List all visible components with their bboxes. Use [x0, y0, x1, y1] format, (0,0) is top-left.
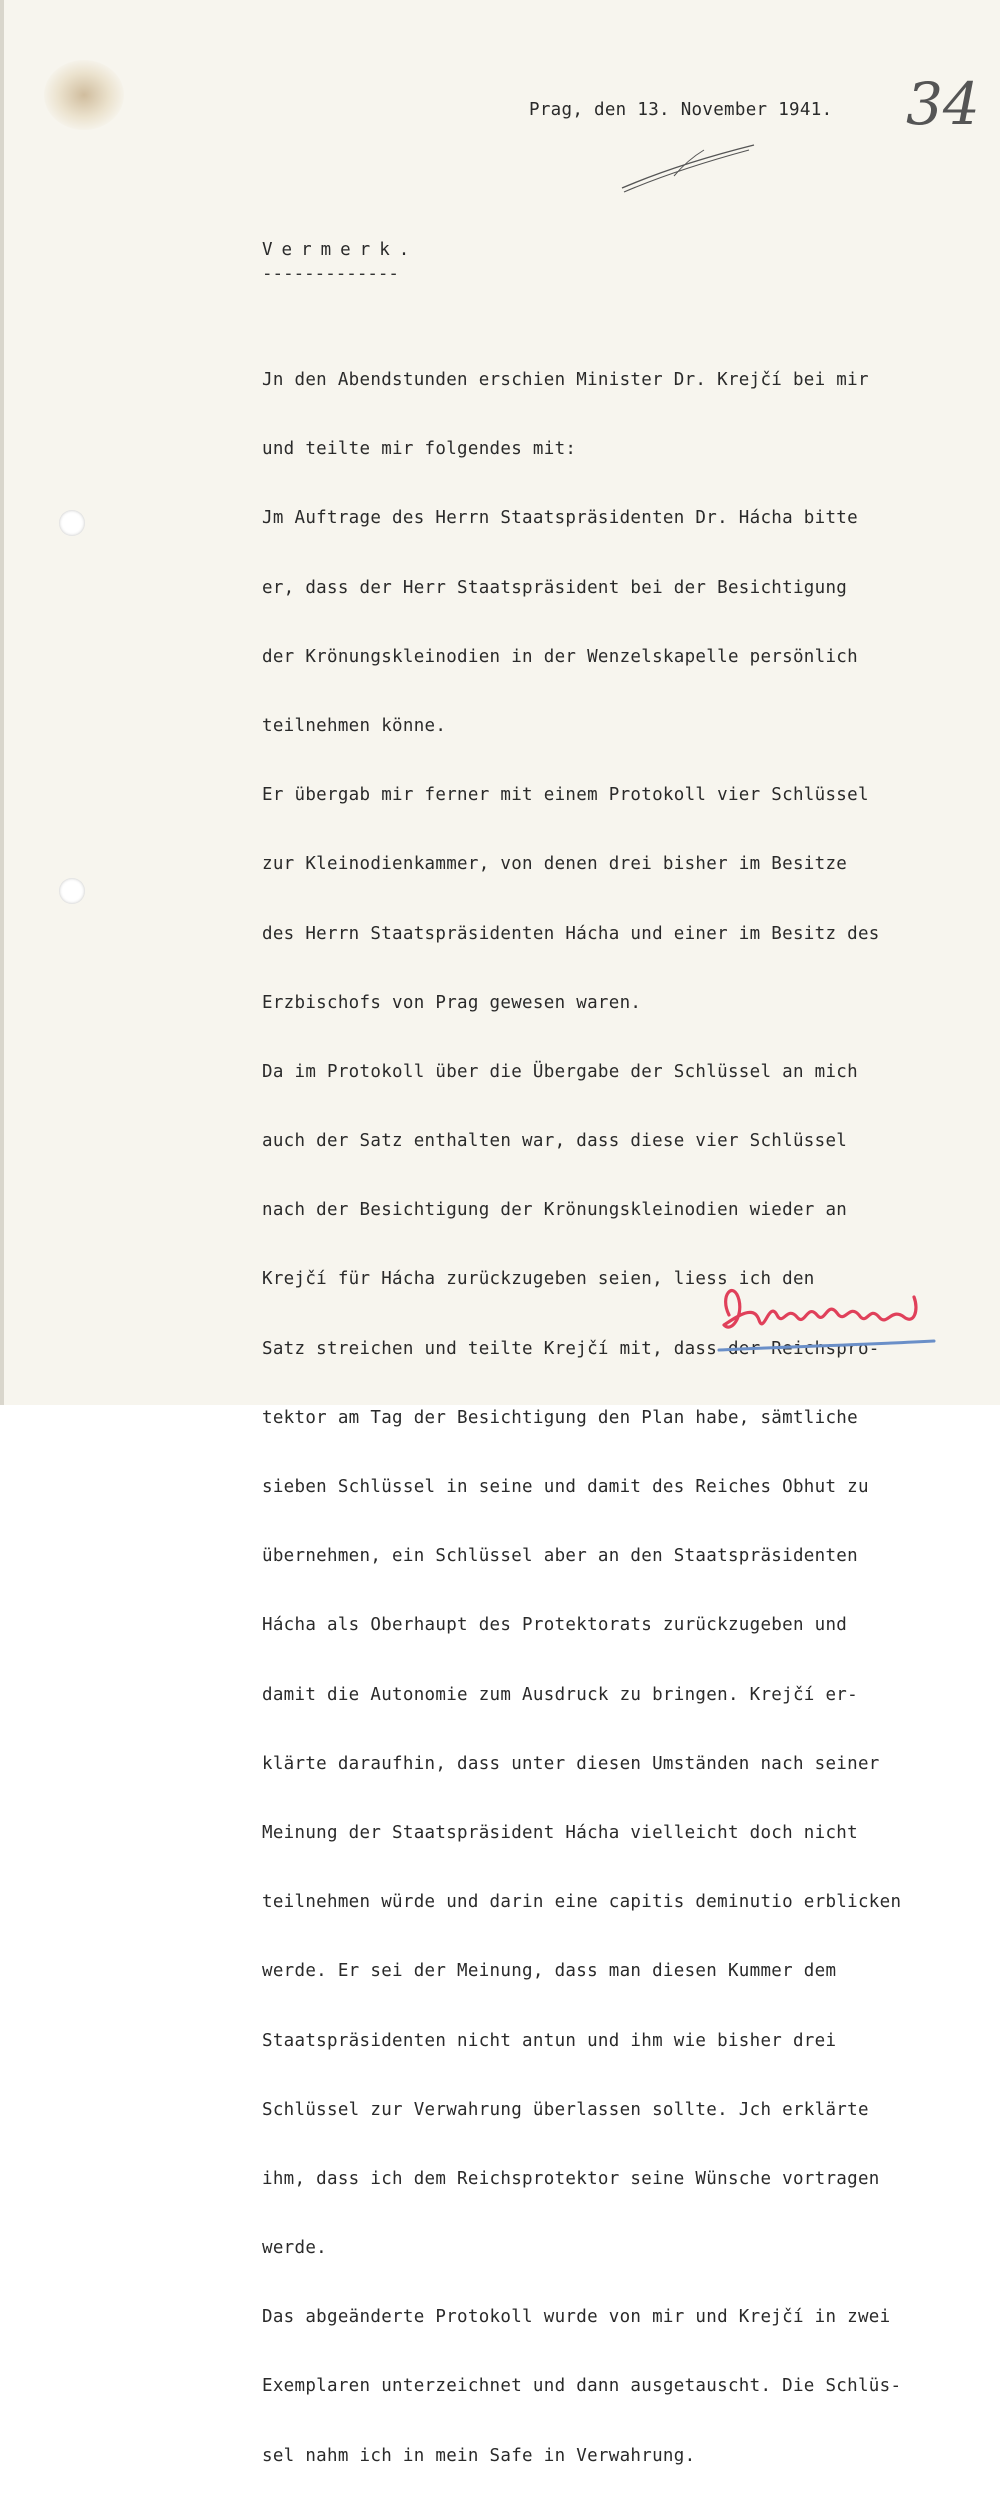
text-line: werde.	[262, 2238, 328, 2259]
text-line: des Herrn Staatspräsidenten Hácha und einer im Besitz des	[262, 923, 880, 944]
text-line: teilnehmen würde und darin eine capitis deminutio erblicken	[262, 1892, 902, 1913]
text-line: ihm, dass ich dem Reichsprotektor seine Wünsche vortragen	[262, 2168, 880, 2189]
text-line: übernehmen, ein Schlüssel aber an den Staatspräsidenten	[262, 1546, 858, 1567]
date-line: Prag, den 13. November 1941.	[529, 100, 833, 120]
text-line: Schlüssel zur Verwahrung überlassen sollte. Jch erklärte	[262, 2099, 869, 2120]
text-line: Krejčí für Hácha zurückzugeben seien, liess ich den	[262, 1269, 815, 1290]
text-line: Staatspräsidenten nicht antun und ihm wie bisher drei	[262, 2030, 837, 2051]
folio-number: 34	[906, 70, 980, 138]
text-line: auch der Satz enthalten war, dass diese vier Schlüssel	[262, 1131, 848, 1152]
text-line: Jn den Abendstunden erschien Minister Dr. Krejčí bei mir	[262, 370, 869, 390]
pencil-check-mark	[604, 140, 764, 200]
text-line: sieben Schlüssel in seine und damit des Reiches Obhut zu	[262, 1477, 869, 1497]
text-line: Erzbischofs von Prag gewesen waren.	[262, 992, 642, 1013]
text-line: nach der Besichtigung der Krönungskleinodien wieder an	[262, 1200, 848, 1221]
body-text	[262, 326, 901, 2511]
text-line: Da im Protokoll über die Übergabe der Schlüssel an mich	[262, 1061, 858, 1082]
punch-hole-top	[59, 510, 85, 536]
text-line: Hácha als Oberhaupt des Protektorats zurückzugeben und	[262, 1615, 848, 1636]
text-line: Das abgeänderte Protokoll wurde von mir und Krejčí in zwei	[262, 2307, 891, 2328]
text-line: damit die Autonomie zum Ausdruck zu bringen. Krejčí er-	[262, 1684, 858, 1705]
paper-stain	[44, 60, 124, 130]
heading-underline: -------------	[262, 264, 399, 284]
punch-hole-bottom	[59, 878, 85, 904]
text-line: Meinung der Staatspräsident Hácha vielleicht doch nicht	[262, 1822, 858, 1843]
text-line: der Krönungskleinodien in der Wenzelskapelle persönlich	[262, 646, 858, 667]
text-line: klärte daraufhin, dass unter diesen Umständen nach seiner	[262, 1753, 880, 1774]
text-line: sel nahm ich in mein Safe in Verwahrung.	[262, 2445, 696, 2466]
text-line: werde. Er sei der Meinung, dass man diesen Kummer dem	[262, 1961, 837, 1982]
text-line: tektor am Tag der Besichtigung den Plan habe, sämtliche	[262, 1407, 858, 1428]
text-line: zur Kleinodienkammer, von denen drei bisher im Besitze	[262, 854, 848, 875]
text-line: er, dass der Herr Staatspräsident bei der Besichtigung	[262, 577, 848, 598]
text-line: Satz streichen und teilte Krejčí mit, dass der Reichspro-	[262, 1338, 880, 1359]
text-line: teilnehmen könne.	[262, 715, 447, 736]
document-heading: Vermerk.	[262, 240, 419, 260]
text-line: Er übergab mir ferner mit einem Protokoll vier Schlüssel	[262, 785, 869, 806]
text-line: und teilte mir folgendes mit:	[262, 439, 577, 460]
text-line: Jm Auftrage des Herrn Staatspräsidenten Dr. Hácha bitte	[262, 508, 858, 529]
handwritten-signature	[709, 1255, 939, 1365]
text-line: Exemplaren unterzeichnet und dann ausgetauscht. Die Schlüs-	[262, 2376, 902, 2397]
